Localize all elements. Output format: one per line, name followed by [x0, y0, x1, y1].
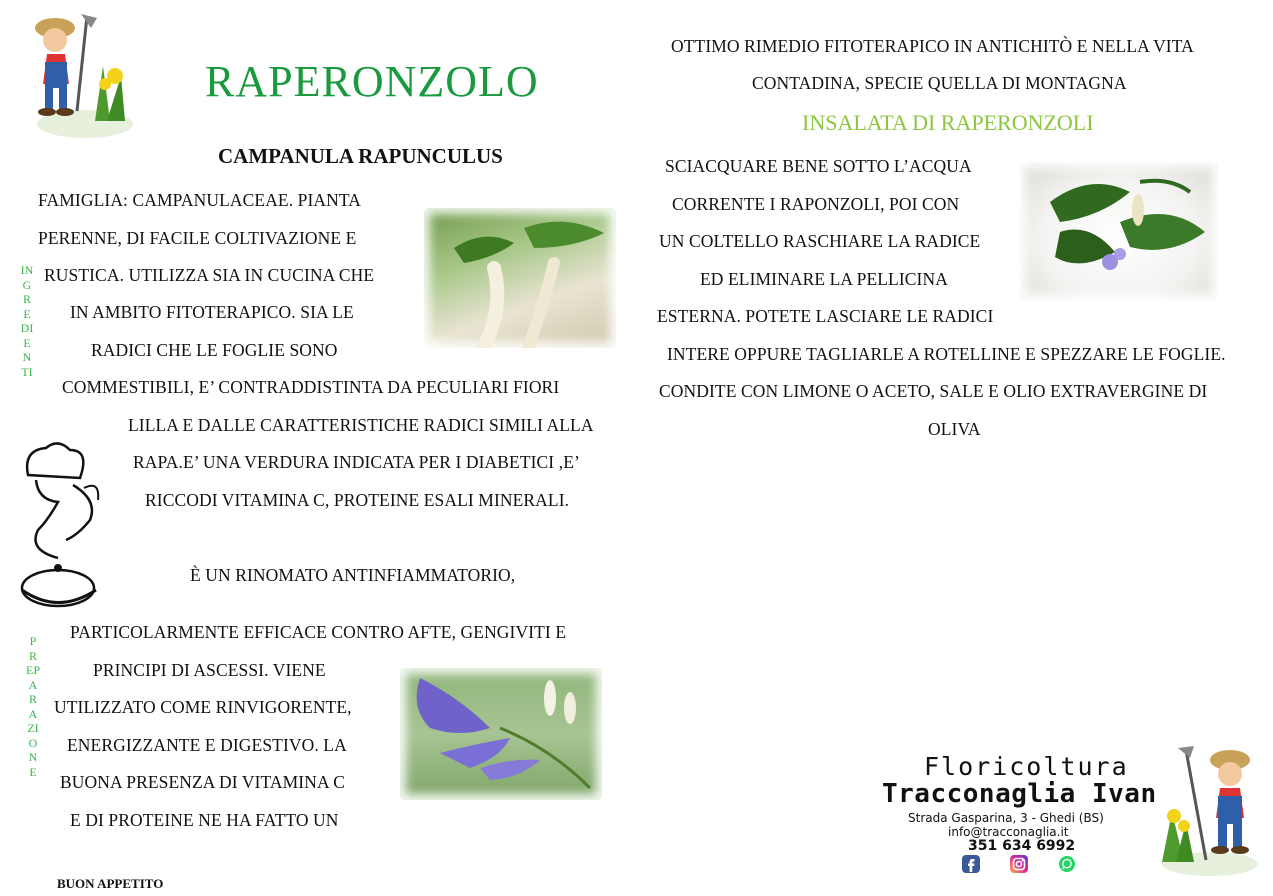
text-line: LILLA E DALLE CARATTERISTICHE RADICI SIMILI ALLA [128, 415, 594, 435]
text-line: CORRENTE I RAPONZOLI, POI CON [672, 194, 960, 214]
ingredienti-label: INGREDIENTI [20, 263, 34, 379]
salad-photo [1020, 162, 1218, 300]
text-line: CONDITE CON LIMONE O ACETO, SALE E OLIO EXTRAVERGINE DI [659, 381, 1208, 401]
brand-name-line2: Tracconaglia Ivan [882, 779, 1157, 809]
text-line: COMMESTIBILI, E’ CONTRADDISTINTA DA PECULIARI FIORI [62, 377, 560, 397]
text-line: E DI PROTEINE NE HA FATTO UN [70, 810, 339, 830]
text-line: ED ELIMINARE LA PELLICINA [700, 269, 948, 289]
preparazione-label: PREPARAZIONE [26, 634, 41, 779]
text-line: RAPA.E’ UNA VERDURA INDICATA PER I DIABETICI ,E’ [133, 452, 580, 472]
text-line: RICCODI VITAMINA C, PROTEINE ESALI MINERALI. [145, 490, 570, 510]
farmer-icon [25, 6, 135, 146]
brand-address: Strada Gasparina, 3 - Ghedi (BS) [908, 811, 1104, 825]
brand-phone[interactable]: 351 634 6992 [968, 838, 1076, 854]
text-line: ESTERNA. POTETE LASCIARE LE RADICI [657, 306, 994, 326]
text-line: UN COLTELLO RASCHIARE LA RADICE [659, 231, 981, 251]
instagram-icon[interactable] [1010, 855, 1028, 873]
text-line: OLIVA [928, 419, 981, 439]
text-line: PARTICOLARMENTE EFFICACE CONTRO AFTE, GENGIVITI E [70, 622, 567, 642]
whatsapp-icon[interactable] [1058, 855, 1076, 873]
text-line: CONTADINA, SPECIE QUELLA DI MONTAGNA [752, 73, 1127, 93]
page-subtitle: CAMPANULA RAPUNCULUS [218, 144, 503, 168]
text-line: OTTIMO RIMEDIO FITOTERAPICO IN ANTICHITÒ E NELLA VITA [671, 36, 1194, 56]
flower-photo [400, 668, 602, 800]
text-line: IN AMBITO FITOTERAPICO. SIA LE [70, 302, 354, 322]
text-line: RADICI CHE LE FOGLIE SONO [91, 340, 338, 360]
text-line: ENERGIZZANTE E DIGESTIVO. LA [67, 735, 347, 755]
text-line: UTILIZZATO COME RINVIGORENTE, [54, 697, 352, 717]
text-line: È UN RINOMATO ANTINFIAMMATORIO, [190, 565, 516, 585]
recipe-title: INSALATA DI RAPERONZOLI [802, 110, 1094, 135]
farmer-icon [1158, 742, 1266, 882]
text-line: SCIACQUARE BENE SOTTO L’ACQUA [665, 156, 972, 176]
text-line: BUONA PRESENZA DI VITAMINA C [60, 772, 345, 792]
text-line: PERENNE, DI FACILE COLTIVAZIONE E [38, 228, 357, 248]
root-photo [424, 208, 616, 348]
brand-email[interactable]: info@tracconaglia.it [948, 825, 1069, 839]
brand-name-line1: Floricoltura [924, 752, 1129, 781]
text-line: INTERE OPPURE TAGLIARLE A ROTELLINE E SPEZZARE LE FOGLIE. [667, 344, 1226, 364]
page-title: RAPERONZOLO [205, 57, 539, 106]
text-line: RUSTICA. UTILIZZA SIA IN CUCINA CHE [44, 265, 375, 285]
chef-icon [18, 440, 108, 615]
closing-text: BUON APPETITO [57, 876, 164, 891]
text-line: FAMIGLIA: CAMPANULACEAE. PIANTA [38, 190, 362, 210]
text-line: PRINCIPI DI ASCESSI. VIENE [93, 660, 326, 680]
facebook-icon[interactable] [962, 855, 980, 873]
